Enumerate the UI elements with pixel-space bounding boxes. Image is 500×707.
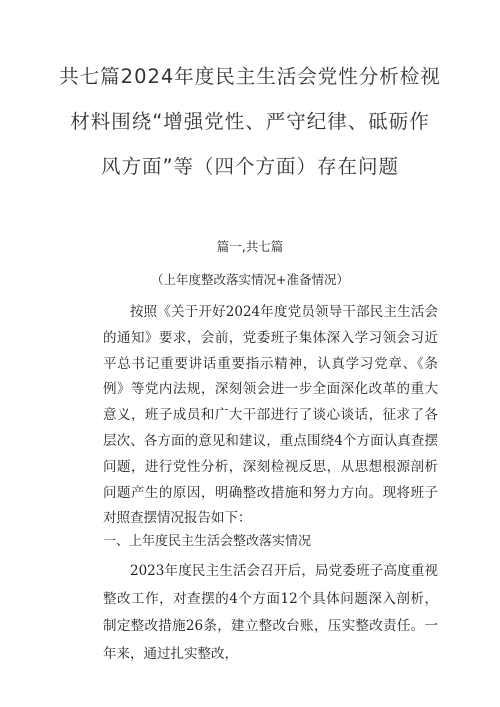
article-subtitle: 篇一,共七篇 — [216, 239, 284, 254]
section-label: （上年度整改落实情况+准备情况） — [151, 272, 349, 287]
paragraph-2: 2023年度民主生活会召开后，局党委班子高度重视整改工作，对查摆的4个方面12个具体问题深入剖析，制定整改措施26条，建立整改台账，压实整改责任。一年来，通过扎实整改， — [103, 563, 438, 662]
section-heading-1: 一、上年度民主生活会整改落实情况 — [103, 534, 312, 549]
intro-paragraph: 按照《关于开好2024年度党员领导干部民主生活会的通知》要求，会前，党委班子集体深入学习领会习近平总书记重要讲话重要指示精神，认真学习党章、《条例》等党内法规，深刻领会进一步全面深化改革的重大意义，班子成员和广大干部进行了谈心谈话，征求了各层次、各方面的意见和建议，重点围绕4个方面认真查摆问题，进行党性分析，深刻检视反思，从思想根源剖析问题产生的原因，明确整改措施和努力方向。现将班子对照查摆情况报告如下： — [103, 304, 438, 527]
title-line-1: 共七篇2024年度民主生活会党性分析检视 — [59, 65, 441, 88]
title-line-2: 材料围绕“增强党性、严守纪律、砥砺作 — [70, 110, 430, 133]
title-line-3: 风方面”等（四个方面）存在问题 — [100, 155, 400, 178]
